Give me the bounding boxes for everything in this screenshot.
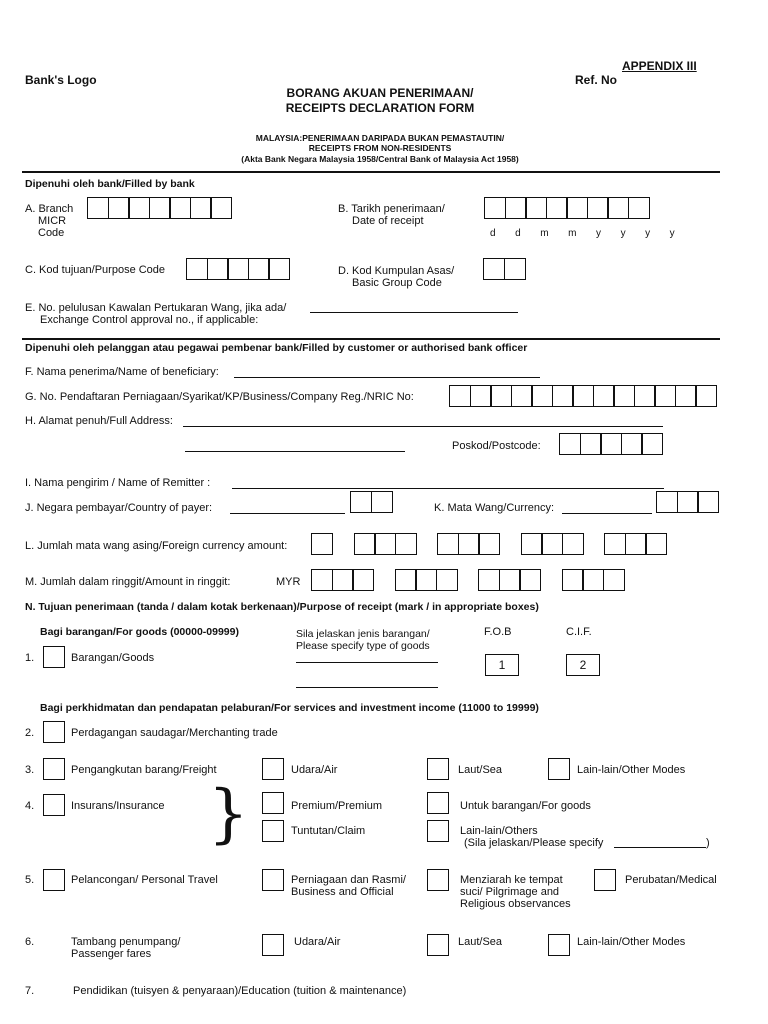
- input-box[interactable]: [505, 197, 527, 219]
- subtitle-1: MALAYSIA:PENERIMAAN DARIPADA BUKAN PEMASTAUTIN/: [255, 133, 505, 143]
- freight-checkbox[interactable]: [43, 758, 65, 780]
- merchanting-label: Perdagangan saudagar/Merchanting trade: [71, 727, 278, 739]
- fares-other-label: Lain-lain/Other Modes: [577, 936, 686, 948]
- premium-checkbox[interactable]: [262, 792, 284, 814]
- input-box[interactable]: [478, 533, 500, 555]
- item-5-number: 5.: [25, 874, 35, 886]
- goods-type-line-1[interactable]: [296, 662, 438, 663]
- country-line[interactable]: [230, 513, 345, 514]
- date-of-receipt-boxes[interactable]: [484, 197, 648, 219]
- pilgrimage-label-3: Religious observances: [460, 898, 571, 910]
- please-specify-line[interactable]: [614, 847, 706, 848]
- purpose-code-label: C. Kod tujuan/Purpose Code: [25, 264, 166, 276]
- purpose-of-receipt-label: N. Tujuan penerimaan (tanda / dalam kotak berkenaan)/Purpose of receipt (mark / in appropriate boxes): [25, 601, 539, 613]
- goods-checkbox[interactable]: [43, 646, 65, 668]
- input-box[interactable]: [371, 491, 393, 513]
- date-format-hint: d d m m y y y y: [490, 228, 675, 239]
- passenger-fares-en: Passenger fares: [71, 948, 152, 960]
- input-box[interactable]: [470, 385, 492, 407]
- foreign-amount-boxes[interactable]: [311, 533, 666, 555]
- input-box[interactable]: [352, 569, 374, 591]
- input-box[interactable]: [675, 385, 697, 407]
- date-label-ms: B. Tarikh penerimaan/: [338, 203, 445, 215]
- input-box[interactable]: [695, 385, 717, 407]
- divider: [22, 338, 720, 340]
- input-box[interactable]: [395, 569, 417, 591]
- item-6-number: 6.: [25, 936, 35, 948]
- input-box[interactable]: [458, 533, 480, 555]
- input-box[interactable]: [519, 569, 541, 591]
- item-2-number: 2.: [25, 727, 35, 739]
- pilgrimage-label-2: suci/ Pilgrimage and: [460, 886, 560, 898]
- input-box[interactable]: [607, 197, 629, 219]
- input-box[interactable]: [656, 491, 678, 513]
- fob-box[interactable]: 1: [485, 654, 519, 676]
- fob-label: F.O.B: [484, 626, 512, 638]
- input-box[interactable]: [311, 569, 333, 591]
- input-box[interactable]: [562, 569, 584, 591]
- input-box[interactable]: [580, 433, 602, 455]
- input-box[interactable]: [478, 569, 500, 591]
- freight-other-checkbox[interactable]: [548, 758, 570, 780]
- insurance-checkbox[interactable]: [43, 794, 65, 816]
- item-1-number: 1.: [25, 652, 35, 664]
- freight-air-label: Udara/Air: [291, 764, 338, 776]
- goods-label: Barangan/Goods: [71, 652, 155, 664]
- purpose-code-boxes[interactable]: [186, 258, 289, 280]
- cif-label: C.I.F.: [566, 626, 592, 638]
- input-box[interactable]: [350, 491, 372, 513]
- input-box[interactable]: [449, 385, 471, 407]
- goods-type-line-2[interactable]: [296, 687, 438, 688]
- form-title-ms: BORANG AKUAN PENERIMAAN/: [286, 86, 474, 100]
- input-box[interactable]: [436, 569, 458, 591]
- divider: [22, 171, 720, 173]
- address-line-2[interactable]: [185, 451, 405, 452]
- beneficiary-line[interactable]: [234, 377, 540, 378]
- fares-air-checkbox[interactable]: [262, 934, 284, 956]
- business-label-ms: Perniagaan dan Rasmi/: [291, 874, 406, 886]
- close-paren: ): [706, 837, 710, 849]
- input-box[interactable]: [186, 258, 208, 280]
- education-label: Pendidikan (tuisyen & penyaraan)/Education (tuition & maintenance): [73, 985, 407, 997]
- input-box[interactable]: [628, 197, 650, 219]
- input-box[interactable]: [499, 569, 521, 591]
- input-box[interactable]: [437, 533, 459, 555]
- address-label: H. Alamat penuh/Full Address:: [25, 415, 173, 427]
- input-box[interactable]: [677, 491, 699, 513]
- basic-group-label-en: Basic Group Code: [352, 277, 442, 289]
- input-box[interactable]: [332, 569, 354, 591]
- input-box[interactable]: [645, 533, 667, 555]
- input-box[interactable]: [600, 433, 622, 455]
- freight-other-label: Lain-lain/Other Modes: [577, 764, 686, 776]
- input-box[interactable]: [654, 385, 676, 407]
- input-box[interactable]: [207, 258, 229, 280]
- ringgit-amount-boxes[interactable]: [311, 569, 623, 591]
- input-box[interactable]: [504, 258, 526, 280]
- input-box[interactable]: [552, 385, 574, 407]
- goods-specify-ms: Sila jelaskan jenis barangan/: [296, 628, 430, 640]
- currency-line[interactable]: [562, 513, 652, 514]
- ref-no-label: Ref. No: [575, 73, 617, 87]
- input-box[interactable]: [559, 433, 581, 455]
- input-box[interactable]: [697, 491, 719, 513]
- remitter-line[interactable]: [232, 488, 664, 489]
- input-box[interactable]: [395, 533, 417, 555]
- goods-title: Bagi barangan/For goods (00000-09999): [40, 626, 239, 638]
- input-box[interactable]: [248, 258, 270, 280]
- exchange-control-line[interactable]: [310, 312, 518, 313]
- business-label-en: Business and Official: [291, 886, 394, 898]
- input-box[interactable]: [268, 258, 290, 280]
- pilgrimage-checkbox[interactable]: [427, 869, 449, 891]
- bank-logo-label: Bank's Logo: [25, 73, 97, 87]
- business-checkbox[interactable]: [262, 869, 284, 891]
- others-label: Lain-lain/Others: [460, 825, 538, 837]
- for-goods-label: Untuk barangan/For goods: [460, 800, 591, 812]
- medical-checkbox[interactable]: [594, 869, 616, 891]
- services-title: Bagi perkhidmatan dan pendapatan pelaburan/For services and investment income (11000 to 19999): [40, 702, 539, 714]
- input-box[interactable]: [525, 197, 547, 219]
- freight-air-checkbox[interactable]: [262, 758, 284, 780]
- input-box[interactable]: [604, 533, 626, 555]
- subtitle-2: RECEIPTS FROM NON-RESIDENTS: [308, 143, 452, 153]
- input-box[interactable]: [593, 385, 615, 407]
- fares-sea-label: Laut/Sea: [458, 936, 503, 948]
- section-customer-title: Dipenuhi oleh pelanggan atau pegawai pembenar bank/Filled by customer or authorised bank officer: [25, 342, 528, 354]
- fares-other-checkbox[interactable]: [548, 934, 570, 956]
- input-box[interactable]: [587, 197, 609, 219]
- country-boxes[interactable]: [350, 491, 391, 513]
- input-box[interactable]: [128, 197, 150, 219]
- freight-sea-checkbox[interactable]: [427, 758, 449, 780]
- brace-icon: }: [208, 777, 249, 851]
- input-box[interactable]: [354, 533, 376, 555]
- reg-no-boxes[interactable]: [449, 385, 716, 407]
- input-box[interactable]: [621, 433, 643, 455]
- input-box[interactable]: [531, 385, 553, 407]
- basic-group-code-boxes[interactable]: [483, 258, 524, 280]
- merchanting-checkbox[interactable]: [43, 721, 65, 743]
- section-bank-title: Dipenuhi oleh bank/Filled by bank: [25, 178, 195, 190]
- input-box[interactable]: [546, 197, 568, 219]
- input-box[interactable]: [641, 433, 663, 455]
- postcode-boxes[interactable]: [559, 433, 662, 455]
- input-box[interactable]: [108, 197, 130, 219]
- address-line-1[interactable]: [183, 426, 663, 427]
- others-checkbox[interactable]: [427, 820, 449, 842]
- fares-air-label: Udara/Air: [294, 936, 341, 948]
- input-box[interactable]: [87, 197, 109, 219]
- input-box[interactable]: [483, 258, 505, 280]
- goods-specify-en: Please specify type of goods: [296, 640, 430, 652]
- date-label-en: Date of receipt: [352, 215, 424, 227]
- input-box[interactable]: [374, 533, 396, 555]
- subtitle-3: (Akta Bank Negara Malaysia 1958/Central Bank of Malaysia Act 1958): [241, 154, 519, 164]
- remitter-label: I. Nama pengirim / Name of Remitter :: [25, 477, 211, 489]
- input-box[interactable]: [613, 385, 635, 407]
- ringgit-amount-label: M. Jumlah dalam ringgit/Amount in ringgit:: [25, 576, 231, 588]
- postcode-label: Poskod/Postcode:: [452, 440, 541, 452]
- currency-boxes[interactable]: [656, 491, 718, 513]
- myr-label: MYR: [276, 576, 301, 588]
- premium-label: Premium/Premium: [291, 800, 383, 812]
- beneficiary-label: F. Nama penerima/Name of beneficiary:: [25, 366, 219, 378]
- freight-label: Pengangkutan barang/Freight: [71, 764, 217, 776]
- pilgrimage-label-1: Menziarah ke tempat: [460, 874, 563, 886]
- input-box[interactable]: [634, 385, 656, 407]
- country-label: J. Negara pembayar/Country of payer:: [25, 502, 213, 514]
- travel-checkbox[interactable]: [43, 869, 65, 891]
- input-box[interactable]: [490, 385, 512, 407]
- insurance-label: Insurans/Insurance: [71, 800, 165, 812]
- passenger-fares-ms: Tambang penumpang/: [71, 936, 181, 948]
- item-4-number: 4.: [25, 800, 35, 812]
- input-box[interactable]: [511, 385, 533, 407]
- claim-checkbox[interactable]: [262, 820, 284, 842]
- input-box[interactable]: [521, 533, 543, 555]
- please-specify-label: (Sila jelaskan/Please specify: [464, 837, 604, 849]
- medical-label: Perubatan/Medical: [625, 874, 717, 886]
- form-title-en: RECEIPTS DECLARATION FORM: [285, 101, 475, 115]
- input-box[interactable]: [210, 197, 232, 219]
- claim-label: Tuntutan/Claim: [291, 825, 366, 837]
- input-box[interactable]: [190, 197, 212, 219]
- branch-micr-code-boxes[interactable]: [87, 197, 231, 219]
- input-box[interactable]: [625, 533, 647, 555]
- input-box[interactable]: [603, 569, 625, 591]
- appendix-label: APPENDIX III: [622, 59, 697, 73]
- input-box[interactable]: [311, 533, 333, 555]
- input-box[interactable]: [582, 569, 604, 591]
- input-box[interactable]: [227, 258, 249, 280]
- input-box[interactable]: [566, 197, 588, 219]
- input-box[interactable]: [149, 197, 171, 219]
- input-box[interactable]: [562, 533, 584, 555]
- micr-label: MICR: [38, 215, 67, 227]
- code-label: Code: [38, 227, 65, 239]
- branch-label: A. Branch: [25, 203, 74, 215]
- currency-label: K. Mata Wang/Currency:: [434, 502, 555, 514]
- basic-group-label-ms: D. Kod Kumpulan Asas/: [338, 265, 455, 277]
- freight-sea-label: Laut/Sea: [458, 764, 503, 776]
- foreign-amount-label: L. Jumlah mata wang asing/Foreign currency amount:: [25, 540, 288, 552]
- item-3-number: 3.: [25, 764, 35, 776]
- item-7-number: 7.: [25, 985, 35, 997]
- input-box[interactable]: [484, 197, 506, 219]
- exchange-control-label-en: Exchange Control approval no., if applicable:: [40, 314, 259, 326]
- cif-box[interactable]: 2: [566, 654, 600, 676]
- input-box[interactable]: [415, 569, 437, 591]
- input-box[interactable]: [541, 533, 563, 555]
- exchange-control-label-ms: E. No. pelulusan Kawalan Pertukaran Wang, jika ada/: [25, 302, 287, 314]
- reg-no-label: G. No. Pendaftaran Perniagaan/Syarikat/KP/Business/Company Reg./NRIC No:: [25, 391, 414, 403]
- input-box[interactable]: [572, 385, 594, 407]
- fares-sea-checkbox[interactable]: [427, 934, 449, 956]
- for-goods-checkbox[interactable]: [427, 792, 449, 814]
- input-box[interactable]: [169, 197, 191, 219]
- travel-label: Pelancongan/ Personal Travel: [71, 874, 218, 886]
